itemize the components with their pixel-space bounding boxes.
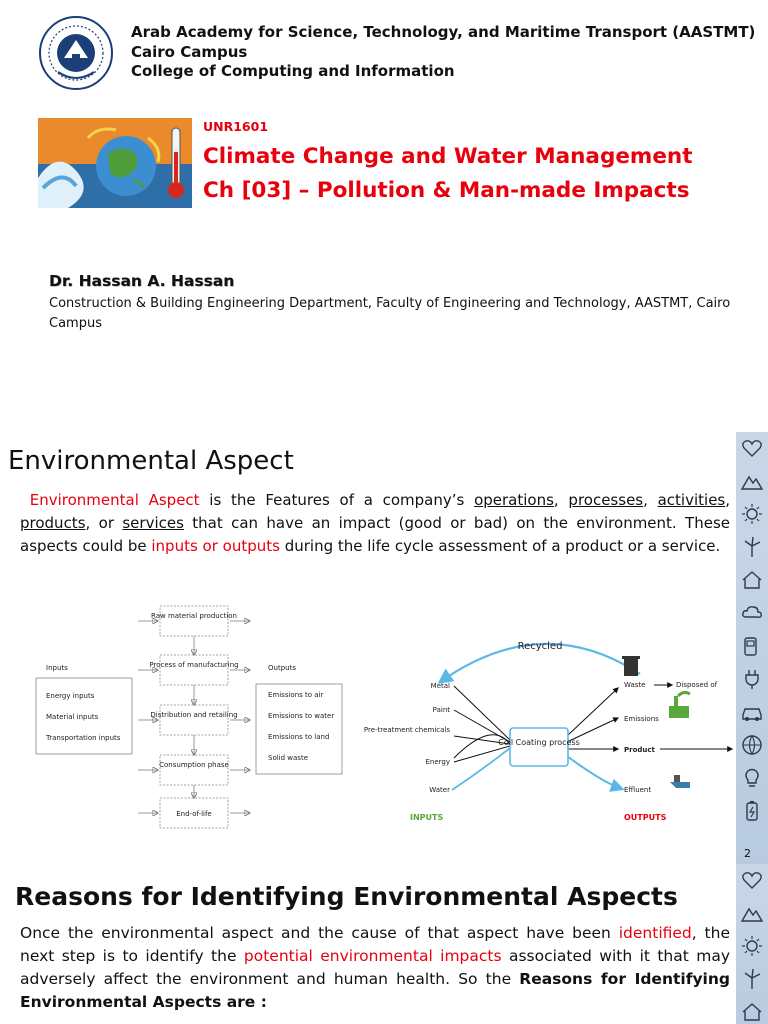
text-span: , <box>725 491 731 509</box>
output-item: Solid waste <box>268 754 308 762</box>
output-item: Emissions to air <box>268 691 324 699</box>
wind-turbine-icon <box>740 535 764 559</box>
output-item: Emissions to water <box>268 712 335 720</box>
definition-paragraph <box>20 489 730 558</box>
input-item: Material inputs <box>46 713 99 721</box>
author-name: Dr. Hassan A. Hassan <box>49 272 235 290</box>
house-icon <box>740 1000 764 1024</box>
identified-highlight: identified <box>618 924 692 942</box>
electric-car-icon <box>740 700 764 724</box>
input-label: Pre-treatment chemicals <box>363 726 450 734</box>
stage-box <box>160 606 228 636</box>
plug-icon <box>740 667 764 691</box>
output-label: Effluent <box>624 786 652 794</box>
stage-label: Consumption phase <box>159 761 229 769</box>
reasons-slide <box>0 864 768 1024</box>
institution-header <box>131 23 755 82</box>
inputs-outputs-highlight: inputs or outputs <box>151 537 280 555</box>
course-title-line2: Ch [03] – Pollution & Man-made Impacts <box>203 178 690 203</box>
college-name: College of Computing and Information <box>131 62 455 80</box>
sun-icon <box>740 502 764 526</box>
house-icon <box>740 568 764 592</box>
environmental-aspect-slide <box>0 432 768 864</box>
output-label: Emissions <box>624 715 659 723</box>
input-label: Metal <box>430 682 450 690</box>
recycled-label: Recycled <box>517 641 563 652</box>
impacts-highlight: potential environmental impacts <box>243 947 502 965</box>
sun-icon <box>740 934 764 958</box>
output-label: Product <box>624 746 655 754</box>
factory-icon <box>669 692 690 718</box>
output-label: Waste <box>624 681 646 689</box>
fuel-icon <box>740 634 764 658</box>
reasons-paragraph <box>20 922 730 1014</box>
globe-icon <box>740 733 764 757</box>
stage-box <box>160 755 228 785</box>
life-cycle-diagram <box>30 600 350 836</box>
text-span: Once the environmental aspect and the cause of that aspect have been <box>20 924 619 942</box>
author-affiliation: Construction & Building Engineering Department, Faculty of Engineering and Technology, AASTMT, Cairo Campus <box>49 296 731 331</box>
mountain-icon <box>740 469 764 493</box>
text-span: , <box>643 491 658 509</box>
heart-leaf-icon <box>740 868 764 892</box>
course-title-line1: Climate Change and Water Management <box>203 144 693 169</box>
stage-label: Distribution and retailing <box>150 711 238 719</box>
slide-title: Environmental Aspect <box>8 446 294 476</box>
cloud-icon <box>740 601 764 625</box>
input-item: Energy inputs <box>46 692 95 700</box>
lightbulb-icon <box>740 766 764 790</box>
stage-label: End-of-life <box>176 810 212 818</box>
wind-turbine-icon <box>740 967 764 991</box>
coil-coating-diagram <box>363 632 737 828</box>
trash-can-icon <box>622 656 640 676</box>
institution-name: Arab Academy for Science, Technology, and Maritime Transport (AASTMT) <box>131 23 756 41</box>
text-span: during the life cycle assessment of a product or a service. <box>279 537 721 555</box>
outputs-caption: OUTPUTS <box>624 813 667 822</box>
stage-box <box>160 705 228 735</box>
text-span: is the Features of a company’s <box>199 491 475 509</box>
page-number: 2 <box>744 847 751 860</box>
heart-leaf-icon <box>740 436 764 460</box>
course-code: UNR1601 <box>203 119 269 134</box>
output-item: Emissions to land <box>268 733 330 741</box>
stage-label: Process of manufacturing <box>149 661 239 669</box>
inputs-label: Inputs <box>46 664 68 672</box>
campus-name: Cairo Campus <box>131 42 248 61</box>
battery-icon <box>740 799 764 823</box>
term-highlight: Environmental Aspect <box>29 491 200 509</box>
text-span: associated with it that may adversely affect the environment and human health. So the <box>20 947 730 988</box>
title-slide <box>0 0 768 420</box>
faucet-icon <box>670 775 690 788</box>
decorative-icon-strip <box>736 864 768 1024</box>
services-term: services <box>122 514 184 532</box>
bold-lead-in: Reasons for Identifying Environmental Aspects are : <box>20 970 730 1011</box>
slide-title: Reasons for Identifying Environmental Aspects <box>15 882 678 911</box>
aastmt-logo-icon <box>34 14 118 92</box>
text-span: that can have an impact (good or bad) on the environment. These aspects could be <box>20 514 730 555</box>
mountain-icon <box>740 901 764 925</box>
disposed-label: Disposed of <box>676 681 718 689</box>
input-label: Energy <box>425 758 450 766</box>
stage-box <box>160 655 228 685</box>
text-span: , or <box>85 514 123 532</box>
climate-banner-image <box>38 118 192 208</box>
operations-term: operations <box>474 491 554 509</box>
input-item: Transportation inputs <box>46 734 121 742</box>
stage-label: Raw material production <box>151 612 237 620</box>
process-box <box>510 728 568 766</box>
course-title <box>203 140 692 208</box>
products-term: products <box>20 514 86 532</box>
processes-term: processes <box>568 491 644 509</box>
text-span: , <box>553 491 569 509</box>
input-label: Paint <box>432 706 450 714</box>
process-label: Coil Coating process <box>498 738 580 747</box>
decorative-icon-strip <box>736 432 768 864</box>
inputs-caption: INPUTS <box>410 813 444 822</box>
input-label: Water <box>429 786 450 794</box>
activities-term: activities <box>657 491 726 509</box>
text-span: , the next step is to identify the <box>20 924 730 965</box>
outputs-label: Outputs <box>268 664 296 672</box>
